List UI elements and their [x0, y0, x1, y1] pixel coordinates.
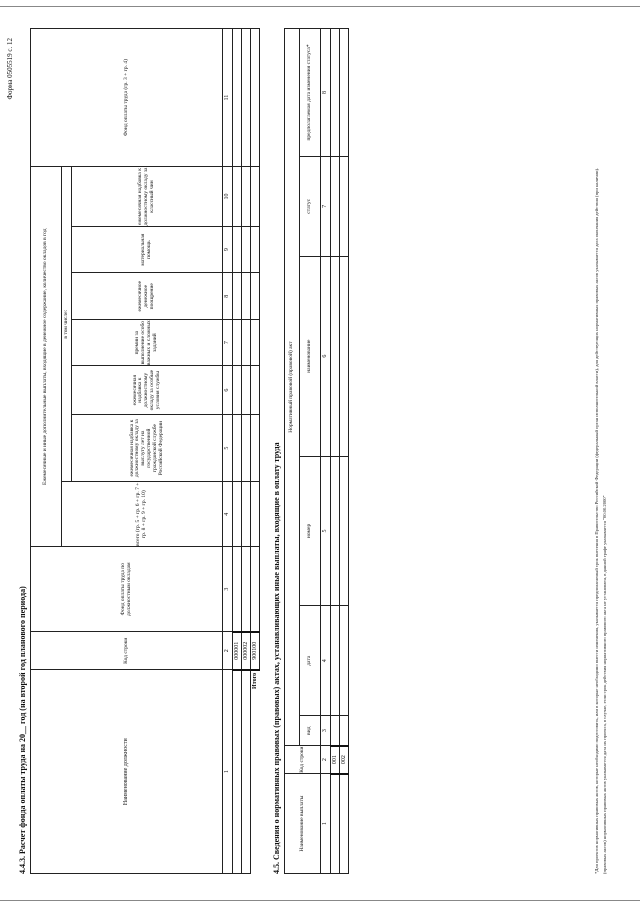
section-45-title: 4.5. Сведения о нормативных правовых (правовых) актах, устанавливающих иные выплаты, входящие в оплату труда	[272, 442, 281, 874]
col-number: 11	[223, 29, 233, 167]
header-extra-payments: Ежемесячные и иные дополнительные выплаты, входящие в денежное содержание, количество окладов в год	[31, 167, 62, 547]
column-number-row	[321, 29, 331, 874]
position-name-cell[interactable]	[233, 670, 242, 874]
col-number: 1	[321, 774, 331, 874]
value-cell[interactable]	[233, 482, 242, 547]
header-act: Нормативный правовой (правовой) акт	[285, 29, 300, 746]
value-cell[interactable]	[331, 716, 340, 746]
header-number: номер	[300, 456, 321, 606]
total-value-cell	[251, 414, 260, 481]
total-row	[251, 29, 260, 874]
total-code-cell: 900100	[251, 632, 260, 670]
value-cell[interactable]	[233, 226, 242, 273]
value-cell[interactable]	[331, 256, 340, 456]
header-total: всего (гр. 5 + гр. 6 + гр. 7 + гр. 8 + гр. 9 + гр. 10)	[62, 482, 223, 547]
top-border-line	[0, 6, 640, 7]
header-col10: ежемесячная надбавка к должностному окладу за классный чин	[72, 167, 223, 227]
value-cell[interactable]	[233, 319, 242, 365]
header-row-code: Код строки	[31, 632, 223, 670]
value-cell[interactable]	[340, 156, 349, 256]
value-cell[interactable]	[233, 414, 242, 481]
section-443-title: 4.4.3. Расчет фонда оплаты труда на 20__ год (на второй год планового периода)	[18, 586, 27, 874]
value-cell[interactable]	[242, 29, 251, 167]
value-cell[interactable]	[242, 226, 251, 273]
table-row	[233, 29, 242, 874]
row-code-cell: 000001	[233, 632, 242, 670]
payment-name-cell[interactable]	[331, 774, 340, 874]
payment-name-cell[interactable]	[340, 774, 349, 874]
header-col6: ежемесячная надбавка к должностному окладу за особые условия службы	[72, 366, 223, 415]
col-number: 5	[321, 456, 331, 606]
col-number: 7	[223, 319, 233, 365]
value-cell[interactable]	[331, 29, 340, 157]
header-col8: ежемесячное денежное поощрение	[72, 273, 223, 320]
value-cell[interactable]	[242, 414, 251, 481]
column-number-row	[223, 29, 233, 874]
col-number: 5	[223, 414, 233, 481]
header-col9: материальная помощь	[72, 226, 223, 273]
total-value-cell	[251, 226, 260, 273]
table-row	[340, 29, 349, 874]
rotated-form-page	[0, 20, 640, 880]
value-cell[interactable]	[331, 456, 340, 606]
col-number: 4	[321, 606, 331, 716]
value-cell[interactable]	[242, 366, 251, 415]
col-number: 2	[321, 746, 331, 774]
col-number: 9	[223, 226, 233, 273]
col-number: 6	[321, 256, 331, 456]
col-number: 1	[223, 670, 233, 874]
table-row	[242, 29, 251, 874]
total-value-cell	[251, 482, 260, 547]
total-value-cell	[251, 29, 260, 167]
total-value-cell	[251, 366, 260, 415]
value-cell[interactable]	[331, 156, 340, 256]
table-row	[331, 29, 340, 874]
value-cell[interactable]	[242, 482, 251, 547]
header-payment-name: Наименование выплаты	[285, 774, 321, 874]
value-cell[interactable]	[242, 273, 251, 320]
row-code-cell: 000002	[242, 632, 251, 670]
header-fund-total: Фонд оплаты труда (гр. 3 + гр. 4)	[31, 29, 223, 167]
value-cell[interactable]	[233, 29, 242, 167]
value-cell[interactable]	[340, 606, 349, 716]
total-value-cell	[251, 547, 260, 632]
position-name-cell[interactable]	[242, 670, 251, 874]
header-col7: премии за выполнение особо важных и сложных заданий	[72, 319, 223, 365]
header-date: дата	[300, 606, 321, 716]
footnote-line-1: *Для проектов нормативных правовых актов, которые необходимо подготовить, или в которые необходимо внести изменения, указывается предполагаемый срок внесения в Правительство Российской Федерации (федеральный орган исполнительной власти), для действующих нормативных правовых актов указывается дата окончания действия (при наличии).	[594, 167, 599, 874]
value-cell[interactable]	[233, 366, 242, 415]
value-cell[interactable]	[331, 606, 340, 716]
header-col5: ежемесячная надбавка к должностному окладу за выслугу лет на государственной гражданской службе Российской Федерации	[72, 414, 223, 481]
value-cell[interactable]	[233, 547, 242, 632]
total-value-cell	[251, 319, 260, 365]
value-cell[interactable]	[340, 456, 349, 606]
header-name: наименование	[300, 256, 321, 456]
col-number: 3	[223, 547, 233, 632]
col-number: 2	[223, 632, 233, 670]
footnote-line-2: (правовых актов) нормативных правовых актов указывается дата их проекта, в случае, если срок действия нормативного правового акта не установлен, в данной графе указывается "00.00.2000"	[602, 495, 607, 874]
value-cell[interactable]	[242, 319, 251, 365]
value-cell[interactable]	[233, 273, 242, 320]
value-cell[interactable]	[340, 716, 349, 746]
value-cell[interactable]	[242, 547, 251, 632]
col-number: 7	[321, 156, 331, 256]
value-cell[interactable]	[233, 167, 242, 227]
header-salary-fund: Фонд оплаты труда по должностным окладам	[31, 547, 223, 632]
header-planned-date: предполагаемая дата изменения статуса*	[300, 29, 321, 157]
normative-acts-table	[284, 28, 349, 874]
salary-fund-table	[30, 28, 260, 874]
value-cell[interactable]	[340, 29, 349, 157]
header-kind: вид	[300, 716, 321, 746]
row-code-cell: 001	[331, 746, 340, 774]
bottom-border-line	[0, 900, 640, 901]
value-cell[interactable]	[340, 256, 349, 456]
col-number: 8	[321, 29, 331, 157]
header-including: в том числе:	[62, 167, 72, 482]
row-code-cell: 002	[340, 746, 349, 774]
header-status: статус	[300, 156, 321, 256]
value-cell[interactable]	[242, 167, 251, 227]
col-number: 3	[321, 716, 331, 746]
col-number: 6	[223, 366, 233, 415]
col-number: 8	[223, 273, 233, 320]
header-row-code: Код строки	[285, 746, 321, 774]
total-label: Итого	[252, 672, 259, 689]
col-number: 10	[223, 167, 233, 227]
total-value-cell	[251, 167, 260, 227]
col-number: 4	[223, 482, 233, 547]
header-position-name: Наименование должности	[31, 670, 223, 874]
total-value-cell	[251, 273, 260, 320]
form-label: Форма 0505519 с. 12	[6, 38, 14, 100]
